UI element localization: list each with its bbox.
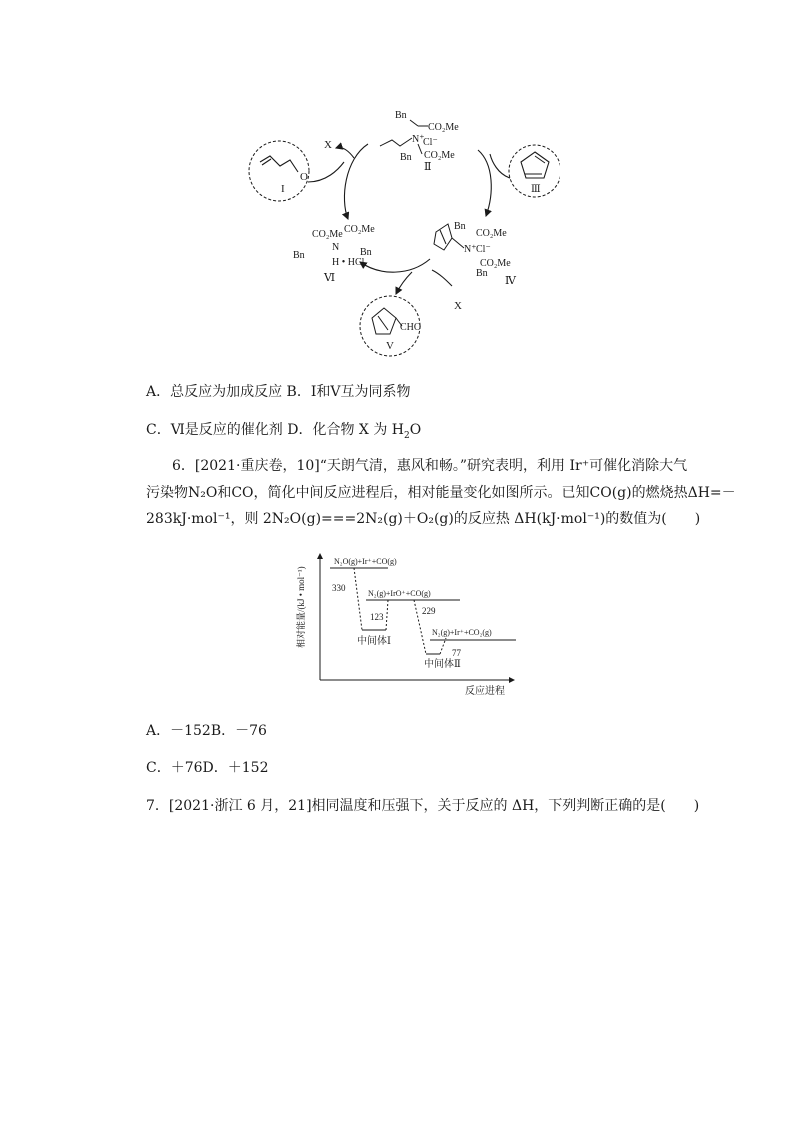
II-bn-top: Bn [395,110,407,121]
q7-stem-line1: 7．[2021·浙江 6 月，21]相同温度和压强下，关于反应的 ΔH，下列判断正确的是( ) [146,798,700,814]
energy-state3-label: N₂(g)+Ir⁺+CO₂(g) [432,628,492,637]
II-co2me-top: CO₂Me [428,122,459,133]
catalytic-cycle-figure [240,104,560,360]
energy-value-229: 229 [422,606,436,616]
VI-bn-right: Bn [360,247,372,258]
IV-co2me-top: CO₂Me [476,228,507,239]
label-I: I [281,183,285,195]
VI-bn-left: Bn [293,250,305,261]
x-label-bottom: X [454,300,462,312]
energy-xlabel: 反应进程 [465,686,505,697]
x-label-top: X [324,139,332,151]
q6-stem-line3: 283kJ·mol⁻¹，则 2N₂O(g)===2N₂(g)＋O₂(g)的反应热 ΔH(kJ·mol⁻¹)的数值为( ) [146,511,701,527]
energy-diagram-svg [290,548,530,698]
V-cho: CHO [400,322,422,333]
energy-value-330: 330 [332,583,346,593]
II-chloride: Cl⁻ [423,137,438,148]
label-V: V [386,340,394,352]
II-n-plus: N⁺ [412,134,425,145]
label-IV: Ⅳ [505,275,516,287]
IV-n-plus: N⁺ [464,244,477,255]
q6-options-cd: C．＋76D．＋152 [146,760,269,776]
compound-V [360,296,421,356]
compound-VI [293,224,375,284]
compound-III [509,145,560,197]
q6-options-ab: A．－152B．－76 [146,723,267,739]
VI-co2me-left: CO₂Me [312,229,343,240]
energy-intermediate-2: 中间体Ⅱ [424,659,461,670]
compound-I-oxygen: O [300,171,308,183]
VI-h-hcl: H • HCl [332,257,365,268]
IV-bn-bottom: Bn [476,268,488,279]
label-III: Ⅲ [531,184,541,195]
VI-n: N [332,242,340,253]
label-II: Ⅱ [424,161,432,173]
energy-ylabel: 相对能量/(kJ • mol⁻¹) [296,566,306,648]
q5-options-cd: C．Ⅵ是反应的催化剂 D．化合物 X 为 $H_2O$ [146,422,422,441]
II-co2me-bottom: CO₂Me [424,150,455,161]
VI-co2me-right: CO₂Me [344,224,375,235]
energy-intermediate-1: 中间体Ⅰ [357,636,391,647]
compound-IV [434,221,517,287]
energy-state1-label: N₂O(g)+Ir⁺+CO(g) [334,557,397,566]
II-bn-bottom: Bn [400,152,412,163]
IV-bn-top: Bn [454,221,466,232]
energy-value-77: 77 [452,648,461,658]
label-VI: Ⅵ [324,272,336,284]
catalytic-cycle-svg [240,104,560,360]
energy-state2-label: N₂(g)+IrO⁺+CO(g) [368,589,431,598]
IV-chloride: Cl⁻ [476,244,491,255]
IV-co2me-bottom: CO₂Me [480,258,511,269]
energy-diagram [290,548,530,698]
q6-stem-line1: 6．[2021·重庆卷，10]“天朗气清，惠风和畅。”研究表明，利用 Ir⁺可催化消除大气 [172,458,688,474]
compound-II [380,110,459,173]
q5-options-ab: A．总反应为加成反应 B．Ⅰ和Ⅴ互为同系物 [146,384,411,400]
q6-stem-line2: 污染物N₂O和CO，简化中间反应进程后，相对能量变化如图所示。已知CO(g)的燃烧热ΔH=－ [146,485,736,501]
compound-I [249,141,309,201]
energy-value-123: 123 [370,612,384,622]
